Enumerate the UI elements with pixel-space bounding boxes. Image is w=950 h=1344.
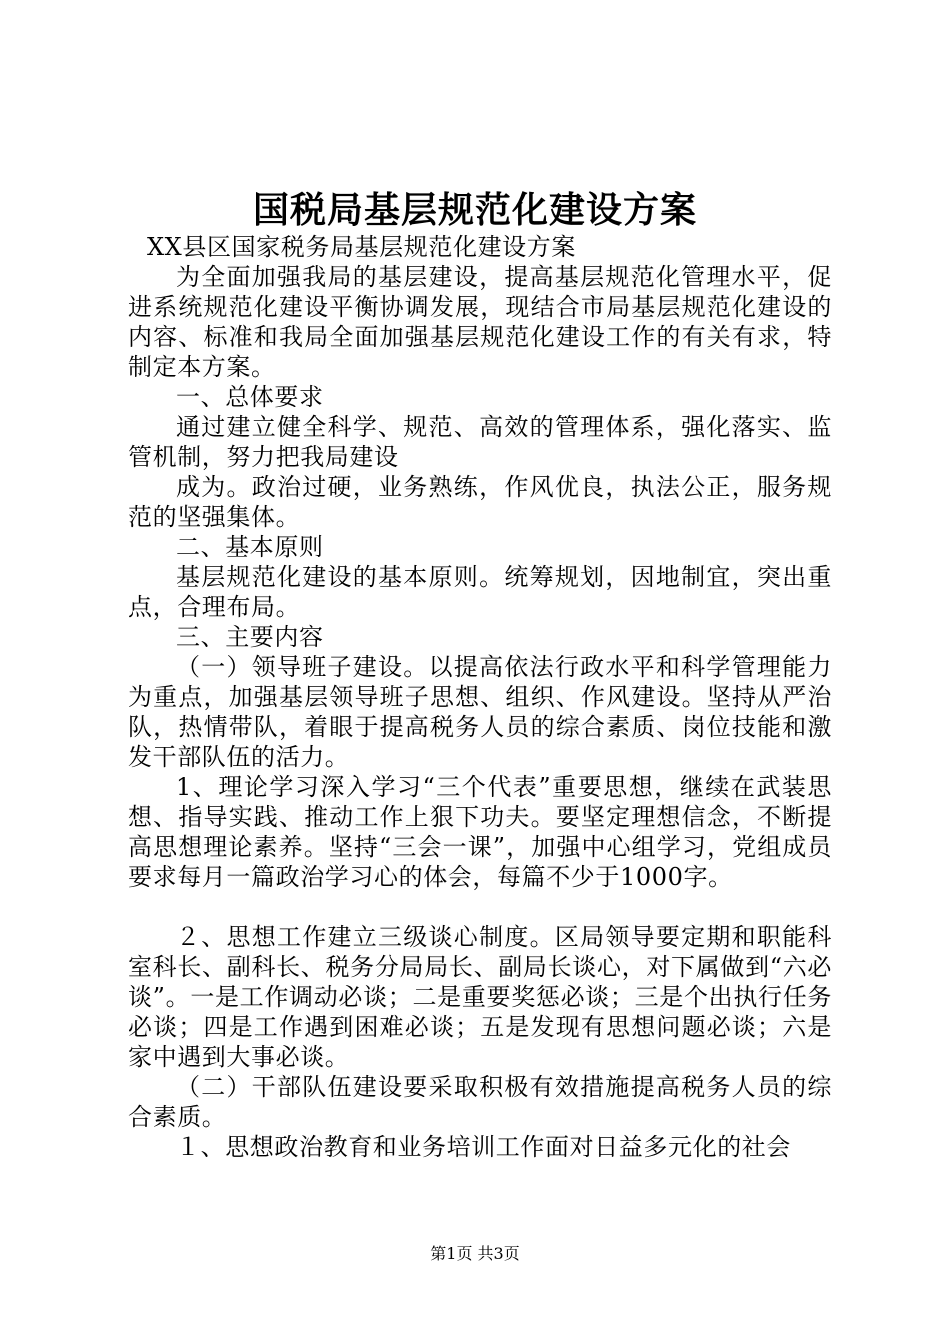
- paragraph: （二）干部队伍建设要采取积极有效措施提高税务人员的综合素质。: [128, 1073, 832, 1131]
- paragraph: 基层规范化建设的基本原则。统筹规划，因地制宜，突出重点，合理布局。: [128, 563, 832, 621]
- paragraph: （一）领导班子建设。以提高依法行政水平和科学管理能力为重点，加强基层领导班子思想、组织、作风建设。坚持从严治队，热情带队，着眼于提高税务人员的综合素质、岗位技能和激发干部队伍的活力。: [128, 653, 832, 771]
- paragraph: ２、思想工作建立三级谈心制度。区局领导要定期和职能科室科长、副科长、税务分局局长、副局长谈心，对下属做到“六必谈”。一是工作调动必谈；二是重要奖惩必谈；三是个出执行任务必谈；四是工作遇到困难必谈；五是发现有思想问题必谈；六是家中遇到大事必谈。: [128, 923, 832, 1071]
- paragraph: XX县区国家税务局基层规范化建设方案: [147, 233, 576, 261]
- section-heading: 一、总体要求: [176, 383, 324, 411]
- page-footer: 第1页 共3页: [430, 1244, 520, 1263]
- section-heading: 二、基本原则: [176, 533, 324, 561]
- paragraph: 1、理论学习深入学习“三个代表”重要思想，继续在武装思想、指导实践、推动工作上狠下功夫。要坚定理想信念，不断提高思想理论素养。坚持“三会一课”，加强中心组学习，党组成员要求每月一篇政治学习心的体会，每篇不少于1000字。: [128, 773, 832, 891]
- paragraph: １、思想政治教育和业务培训工作面对日益多元化的社会: [176, 1133, 791, 1161]
- document-body: [128, 232, 832, 1162]
- paragraph: 通过建立健全科学、规范、高效的管理体系，强化落实、监管机制，努力把我局建设: [128, 413, 832, 471]
- paragraph: 成为。政治过硬，业务熟练，作风优良，执法公正，服务规范的坚强集体。: [128, 473, 832, 531]
- paragraph: 为全面加强我局的基层建设，提高基层规范化管理水平，促进系统规范化建设平衡协调发展，现结合市局基层规范化建设的内容、标准和我局全面加强基层规范化建设工作的有关有求，特制定本方案。: [128, 263, 832, 381]
- section-heading: 三、主要内容: [176, 623, 324, 651]
- document-title: 国税局基层规范化建设方案: [252, 189, 697, 231]
